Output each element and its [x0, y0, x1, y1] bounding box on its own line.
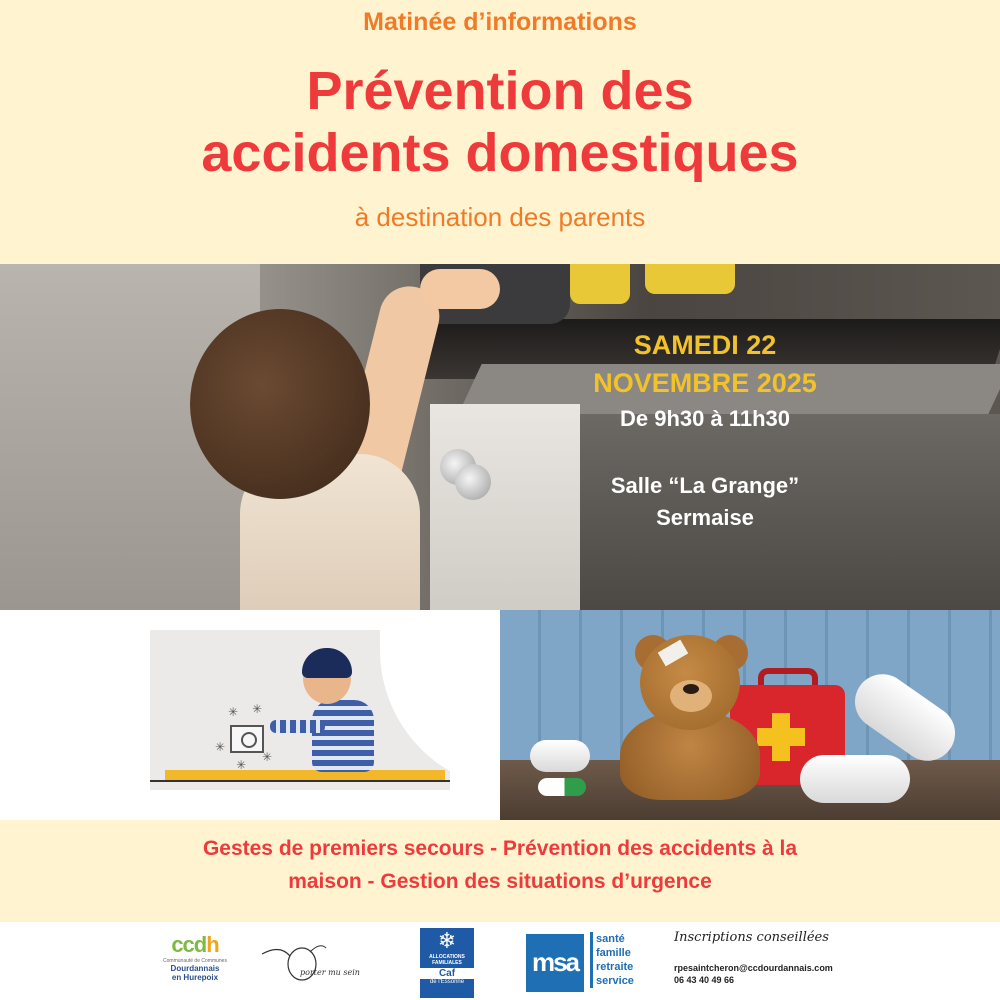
- ccdh-mark: ccd: [171, 932, 207, 957]
- title-line-1: Prévention des: [306, 61, 694, 121]
- venue-line-2: Sermaise: [656, 505, 754, 530]
- msa-word: famille: [596, 947, 631, 959]
- first-aid-photo: [500, 610, 1000, 820]
- illustration-floor-line: [150, 780, 450, 782]
- porter-logo-text: porter mu sein: [300, 968, 360, 977]
- msa-mark: msa: [526, 934, 584, 992]
- caf-label: Caf: [420, 968, 474, 979]
- msa-word: santé: [596, 933, 625, 945]
- caf-label-line-2: FAMILIALES: [432, 960, 462, 966]
- ccdh-mark-accent: h: [206, 932, 219, 957]
- ccdh-logo: [160, 932, 230, 992]
- caf-sublabel: de l'Essonne: [429, 979, 465, 985]
- kicker-text: Matinée d’informations: [363, 8, 637, 36]
- caf-label-line-1: ALLOCATIONS: [429, 954, 465, 960]
- caf-logo: [420, 928, 474, 998]
- event-date-line-2: NOVEMBRE 2025: [593, 368, 817, 398]
- spark-icon: ✳: [262, 750, 273, 764]
- registration-info: [674, 930, 874, 985]
- topics-line-2: maison - Gestion des situations d’urgence: [288, 870, 712, 893]
- first-aid-cross-icon: [757, 728, 805, 746]
- event-venue: [560, 470, 850, 534]
- partner-footer: [0, 922, 1000, 1000]
- child-figure-arm: [270, 720, 325, 733]
- poster-header: [0, 0, 1000, 262]
- ccdh-name-line-1: Dourdannais: [170, 964, 220, 973]
- child-figure-body: [312, 700, 374, 772]
- venue-line-1: Salle “La Grange”: [610, 473, 800, 498]
- spark-icon: ✳: [228, 705, 239, 719]
- child-hand: [420, 269, 500, 309]
- registration-label: Inscriptions conseillées: [674, 930, 829, 945]
- msa-logo: [526, 930, 638, 994]
- pill-capsule: [538, 778, 586, 796]
- topics-line-1: Gestes de premiers secours - Prévention des accidents à la: [202, 837, 798, 860]
- child-head: [190, 309, 370, 499]
- oven-front: [430, 404, 580, 610]
- ccdh-name-line-2: en Hurepoix: [171, 973, 219, 982]
- porter-logo: [260, 934, 380, 989]
- contact-phone[interactable]: 06 43 40 49 66: [674, 975, 735, 985]
- contact-email[interactable]: rpesaintcheron@ccdourdannais.com: [674, 963, 833, 973]
- event-time: De 9h30 à 11h30: [619, 406, 790, 431]
- msa-words: [590, 932, 634, 988]
- teddy-bear-nose: [683, 684, 699, 694]
- msa-word: service: [596, 975, 634, 987]
- msa-word: retraite: [596, 961, 634, 973]
- title-line-2: accidents domestiques: [201, 123, 799, 183]
- event-details: [560, 326, 850, 534]
- yellow-jar: [645, 264, 735, 294]
- page-title: [0, 60, 1000, 184]
- ccdh-tagline: Communauté de Communes: [163, 958, 227, 964]
- electric-socket-icon: [230, 725, 264, 753]
- spark-icon: ✳: [236, 758, 247, 772]
- illustration-floor: [165, 770, 445, 780]
- oven-knob-icon: [455, 464, 491, 500]
- snowflake-icon: ❄: [437, 928, 457, 953]
- socket-illustration: [0, 610, 500, 820]
- porter-drawing-icon: [260, 934, 380, 989]
- event-date: [560, 326, 850, 402]
- yellow-jar: [570, 264, 630, 304]
- hero-photo: [0, 264, 1000, 610]
- bandage-roll: [530, 740, 590, 772]
- event-date-line-1: SAMEDI 22: [633, 330, 777, 360]
- spark-icon: ✳: [215, 740, 226, 754]
- bandage-roll: [800, 755, 910, 803]
- subtitle-text: à destination des parents: [354, 202, 646, 232]
- spark-icon: ✳: [252, 702, 263, 716]
- topics-list: [0, 822, 1000, 922]
